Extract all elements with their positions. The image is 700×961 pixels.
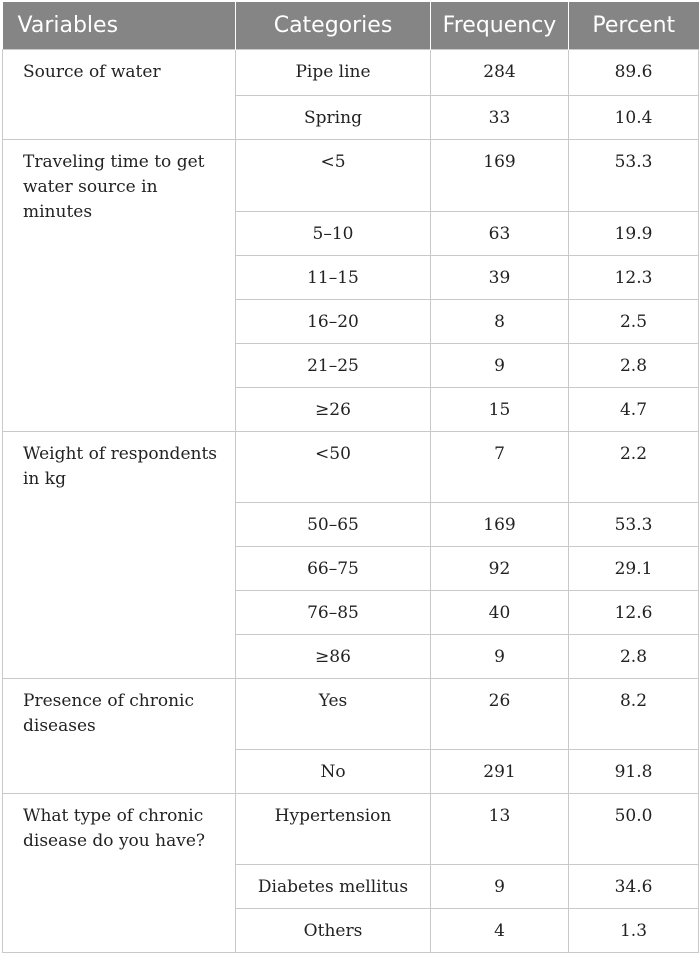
frequency-cell: 92	[431, 547, 569, 591]
table-row	[3, 140, 699, 212]
category-cell: Pipe line	[236, 50, 431, 96]
percent-cell: 2.5	[569, 300, 699, 344]
percent-cell: 2.8	[569, 635, 699, 679]
category-cell: No	[236, 750, 431, 794]
table-row	[3, 50, 699, 96]
table-header	[3, 2, 699, 50]
category-cell: 66–75	[236, 547, 431, 591]
category-cell: Others	[236, 909, 431, 953]
category-cell: 21–25	[236, 344, 431, 388]
frequency-cell: 9	[431, 344, 569, 388]
percent-cell: 2.2	[569, 432, 699, 503]
header-frequency: Frequency	[431, 2, 569, 50]
percent-cell: 50.0	[569, 794, 699, 865]
percent-cell: 1.3	[569, 909, 699, 953]
variable-cell: Presence of chronic diseases	[3, 679, 236, 794]
frequency-cell: 39	[431, 256, 569, 300]
category-cell: 5–10	[236, 212, 431, 256]
frequency-cell: 40	[431, 591, 569, 635]
frequency-cell: 8	[431, 300, 569, 344]
category-cell: <50	[236, 432, 431, 503]
percent-cell: 89.6	[569, 50, 699, 96]
frequency-cell: 284	[431, 50, 569, 96]
percent-cell: 4.7	[569, 388, 699, 432]
category-cell: Hypertension	[236, 794, 431, 865]
variable-cell: Source of water	[3, 50, 236, 140]
category-cell: ≥86	[236, 635, 431, 679]
percent-cell: 12.6	[569, 591, 699, 635]
frequency-cell: 9	[431, 635, 569, 679]
percent-cell: 53.3	[569, 503, 699, 547]
category-cell: ≥26	[236, 388, 431, 432]
variable-cell: Traveling time to get water source in minutes	[3, 140, 236, 432]
percent-cell: 29.1	[569, 547, 699, 591]
table-body	[3, 50, 699, 953]
header-categories: Categories	[236, 2, 431, 50]
category-cell: 76–85	[236, 591, 431, 635]
percent-cell: 12.3	[569, 256, 699, 300]
frequency-cell: 13	[431, 794, 569, 865]
frequency-cell: 15	[431, 388, 569, 432]
category-cell: 16–20	[236, 300, 431, 344]
table-row	[3, 679, 699, 750]
data-table	[2, 2, 699, 953]
variable-cell: What type of chronic disease do you have?	[3, 794, 236, 953]
percent-cell: 91.8	[569, 750, 699, 794]
variable-cell: Weight of respondents in kg	[3, 432, 236, 679]
percent-cell: 2.8	[569, 344, 699, 388]
frequency-cell: 9	[431, 865, 569, 909]
percent-cell: 8.2	[569, 679, 699, 750]
frequency-cell: 63	[431, 212, 569, 256]
header-row	[3, 2, 699, 50]
frequency-cell: 33	[431, 96, 569, 140]
frequency-cell: 4	[431, 909, 569, 953]
frequency-cell: 169	[431, 140, 569, 212]
category-cell: 50–65	[236, 503, 431, 547]
percent-cell: 53.3	[569, 140, 699, 212]
percent-cell: 19.9	[569, 212, 699, 256]
header-variables: Variables	[3, 2, 236, 50]
category-cell: 11–15	[236, 256, 431, 300]
frequency-cell: 26	[431, 679, 569, 750]
frequency-cell: 7	[431, 432, 569, 503]
category-cell: Diabetes mellitus	[236, 865, 431, 909]
table-row	[3, 432, 699, 503]
category-cell: Yes	[236, 679, 431, 750]
frequency-cell: 291	[431, 750, 569, 794]
table-row	[3, 794, 699, 865]
percent-cell: 34.6	[569, 865, 699, 909]
category-cell: Spring	[236, 96, 431, 140]
percent-cell: 10.4	[569, 96, 699, 140]
category-cell: <5	[236, 140, 431, 212]
frequency-cell: 169	[431, 503, 569, 547]
header-percent: Percent	[569, 2, 699, 50]
